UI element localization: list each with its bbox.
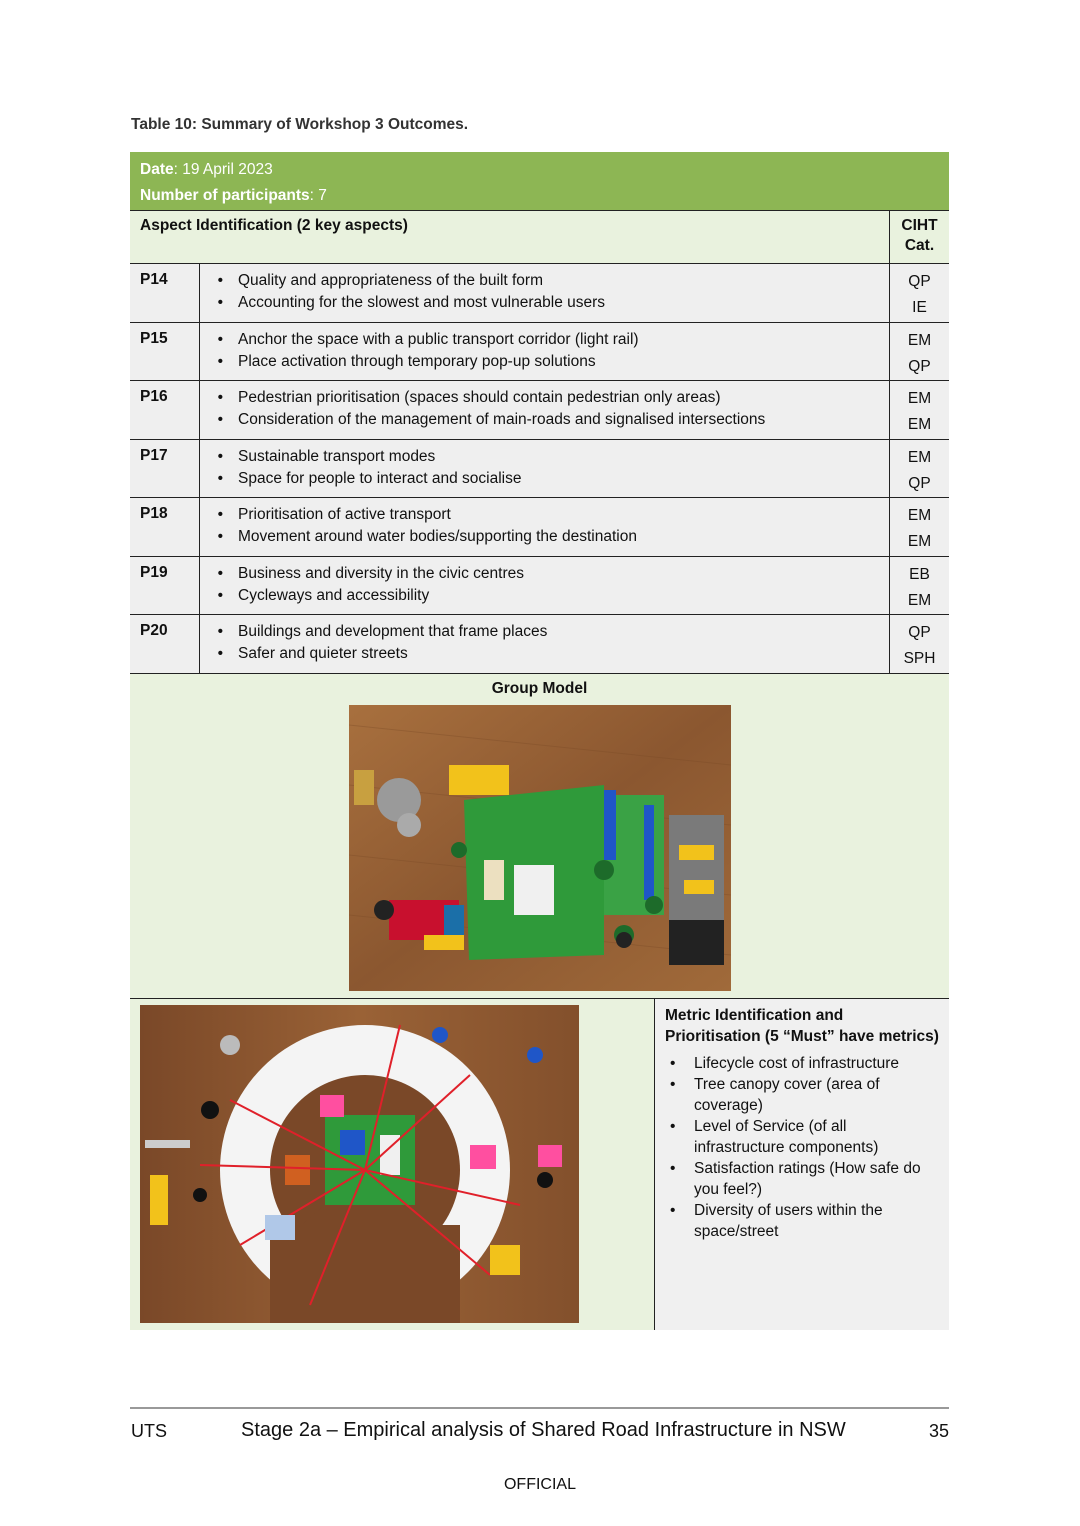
footer-divider [130, 1407, 949, 1409]
table-row [130, 615, 949, 674]
list-item: • Space for people to interact and socialise [200, 468, 889, 490]
metric-text: Satisfaction ratings (How safe do you feel?) [694, 1159, 921, 1198]
classification-label: OFFICIAL [503, 1476, 576, 1493]
participant-id: P15 [130, 323, 200, 381]
ciht-category [889, 557, 949, 615]
participant-id: P17 [130, 440, 200, 498]
aspect-list [200, 381, 889, 439]
ciht-category [889, 498, 949, 556]
table-row [130, 440, 949, 499]
category-code: EM [907, 533, 932, 550]
aspect-list [200, 440, 889, 498]
list-item: • Satisfaction ratings (How safe do you feel?) [665, 1158, 939, 1200]
list-item: • Accounting for the slowest and most vulnerable users [200, 292, 889, 314]
aspect-text: Business and diversity in the civic centres [238, 564, 525, 582]
lego-model-image [349, 705, 731, 991]
list-item: • Lifecycle cost of infrastructure [670, 1054, 900, 1072]
list-item: • Sustainable transport modes [200, 446, 889, 468]
group-model-photo [349, 705, 731, 991]
ciht-heading-line2: Cat. [904, 237, 935, 254]
participant-id: P16 [130, 381, 200, 439]
aspect-text: Safer and quieter streets [238, 645, 408, 662]
table-row [130, 498, 949, 557]
category-code: EM [907, 507, 932, 524]
category-code: QP [908, 273, 931, 290]
aspect-list [200, 498, 889, 556]
list-item: • Consideration of the management of main-roads and signalised intersections [200, 409, 889, 431]
aspect-text: Sustainable transport modes [238, 447, 436, 465]
aspect-text: Accounting for the slowest and most vulnerable users [238, 294, 606, 311]
list-item: • Business and diversity in the civic centres [200, 563, 889, 585]
ciht-heading-line1: CIHT [901, 217, 938, 234]
aspect-list [200, 615, 889, 673]
table-caption: Table 10: Summary of Workshop 3 Outcomes. [131, 116, 469, 133]
list-item: • Safer and quieter streets [200, 643, 889, 665]
list-item: • Diversity of users within the space/street [665, 1200, 939, 1242]
category-code: SPH [903, 650, 936, 667]
ciht-category [889, 381, 949, 439]
group-model-section [130, 674, 949, 999]
list-item: • Place activation through temporary pop-up solutions [200, 351, 889, 373]
metrics-list [665, 1053, 939, 1242]
metrics-heading: Metric Identification and Prioritisation (5 “Must” have metrics) [665, 1006, 939, 1045]
aspect-rows [130, 264, 949, 674]
ciht-category [889, 440, 949, 498]
metrics-photo [140, 1005, 579, 1323]
participant-id: P19 [130, 557, 200, 615]
list-item: • Pedestrian prioritisation (spaces should contain pedestrian only areas) [200, 387, 889, 409]
page-number: 35 [929, 1421, 950, 1441]
participants-label: Number of participants [140, 187, 310, 204]
metric-text: Diversity of users within the space/street [694, 1201, 883, 1240]
category-code: EM [907, 416, 932, 433]
aspect-heading-row [130, 210, 949, 264]
table-row [130, 381, 949, 440]
category-code: EM [907, 591, 932, 609]
metrics-section [130, 999, 949, 1330]
table-header [130, 152, 949, 210]
category-code: EB [909, 565, 930, 583]
table-row [130, 323, 949, 382]
aspect-text: Cycleways and accessibility [238, 586, 430, 604]
participant-id: P20 [130, 615, 200, 673]
aspect-heading: Aspect Identification (2 key aspects) [140, 217, 408, 234]
aspect-text: Place activation through temporary pop-up solutions [238, 352, 596, 370]
participant-id: P18 [130, 498, 200, 556]
aspect-list [200, 323, 889, 381]
category-code: QP [908, 357, 931, 375]
footer-org: UTS [131, 1421, 167, 1441]
list-item: • Quality and appropriateness of the built form [200, 270, 889, 292]
aspect-text: Buildings and development that frame places [238, 623, 548, 640]
ciht-category [889, 323, 949, 381]
participant-id: P14 [130, 264, 200, 322]
date-value: : 19 April 2023 [173, 161, 273, 178]
category-code: EM [907, 331, 932, 349]
category-code: QP [908, 474, 931, 492]
aspect-text: Consideration of the management of main-roads and signalised intersections [238, 411, 766, 428]
aspect-text: Space for people to interact and socialise [238, 469, 522, 487]
list-item: • Tree canopy cover (area of coverage) [665, 1074, 939, 1116]
participants-value: : 7 [309, 187, 327, 204]
category-code: EM [907, 448, 932, 466]
category-code: IE [912, 299, 927, 316]
aspect-text: Quality and appropriateness of the built form [238, 272, 544, 289]
aspect-text: Prioritisation of active transport [238, 506, 451, 523]
metric-text: Tree canopy cover (area of coverage) [694, 1075, 880, 1114]
workshop-outcomes-table [130, 152, 949, 1330]
metric-text: Level of Service (of all infrastructure components) [694, 1117, 879, 1156]
aspect-text: Pedestrian prioritisation (spaces should contain pedestrian only areas) [238, 389, 721, 406]
list-item: • Prioritisation of active transport [200, 504, 889, 526]
group-model-title: Group Model [491, 679, 588, 697]
list-item: • Level of Service (of all infrastructure components) [665, 1116, 939, 1158]
aspect-list [200, 264, 889, 322]
aspect-text: Movement around water bodies/supporting the destination [238, 528, 637, 545]
ciht-category [889, 264, 949, 322]
list-item: • Cycleways and accessibility [200, 585, 889, 607]
table-row [130, 264, 949, 323]
metrics-photo-cell [130, 999, 655, 1330]
list-item: • Buildings and development that frame places [200, 621, 889, 643]
category-code: EM [907, 390, 932, 407]
metric-text: Lifecycle cost of infrastructure [694, 1054, 900, 1072]
lego-circle-image [140, 1005, 579, 1323]
aspect-text: Anchor the space with a public transport corridor (light rail) [238, 330, 639, 348]
list-item: • Anchor the space with a public transport corridor (light rail) [200, 329, 889, 351]
table-row [130, 557, 949, 616]
footer-title: Stage 2a – Empirical analysis of Shared Road Infrastructure in NSW [241, 1419, 846, 1441]
list-item: • Movement around water bodies/supporting the destination [200, 526, 889, 548]
ciht-category-heading [889, 211, 949, 263]
date-label: Date [140, 161, 174, 178]
aspect-list [200, 557, 889, 615]
category-code: QP [908, 624, 931, 641]
metrics-text-cell [655, 999, 949, 1330]
ciht-category [889, 615, 949, 673]
